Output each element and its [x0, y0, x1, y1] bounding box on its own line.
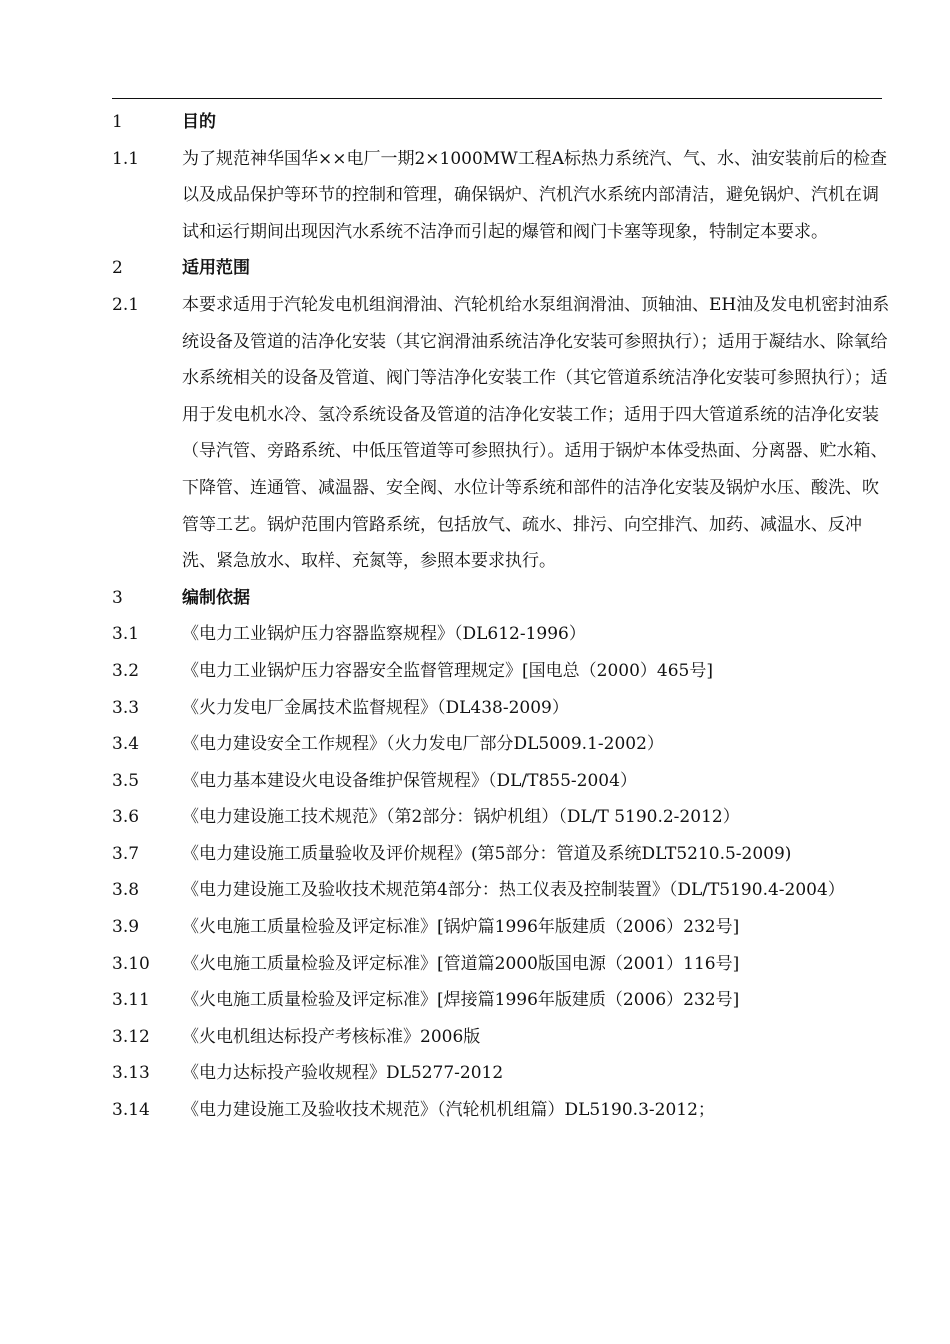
clause-number: 3.10	[112, 953, 150, 974]
section-title: 目的	[182, 112, 216, 132]
clause-text: 《火电施工质量检验及评定标准》[焊接篇1996年版建质（2006）232号]	[182, 990, 740, 1011]
clause-number: 3.5	[112, 770, 140, 791]
clause-text: 《电力建设施工质量验收及评价规程》(第5部分：管道及系统DLT5210.5-2009)	[182, 843, 792, 864]
document-body	[112, 104, 892, 1129]
clause-text: 《电力建设施工及验收技术规范》（汽轮机机组篇）DL5190.3-2012；	[182, 1100, 715, 1121]
clause-number: 3.9	[112, 917, 140, 938]
clause	[112, 726, 892, 763]
clause-text: 《火力发电厂金属技术监督规程》（DL438-2009）	[182, 697, 569, 718]
clause-number: 3.14	[112, 1100, 150, 1121]
clause	[112, 799, 892, 836]
clause-text: 《电力达标投产验收规程》DL5277-2012	[182, 1063, 504, 1084]
clause	[112, 141, 892, 251]
clause-number: 3.4	[112, 734, 140, 755]
clause-number: 3.8	[112, 880, 140, 901]
clause	[112, 1092, 892, 1129]
clause-number: 3.1	[112, 624, 140, 645]
clause	[112, 616, 892, 653]
clause-number: 3.6	[112, 807, 140, 828]
section-heading	[112, 580, 892, 617]
section-number: 3	[112, 587, 123, 608]
clause	[112, 946, 892, 983]
clause-text: 本要求适用于汽轮发电机组润滑油、汽轮机给水泵组润滑油、顶轴油、EH油及发电机密封油系统设备及管道的洁净化安装（其它润滑油系统洁净化安装可参照执行）；适用于凝结水、除氧给水系统相关的设备及管道、阀门等洁净化安装工作（其它管道系统洁净化安装可参照执行）；适用于发电机水冷、氢冷系统设备及管道的洁净化安装工作；适用于四大管道系统的洁净化安装（导汽管、旁路系统、中低压管道等可参照执行）。适用于锅炉本体受热面、分离器、贮水箱、下降管、连通管、减温器、安全阀、水位计等系统和部件的洁净化安装及锅炉水压、酸洗、吹管等工艺。锅炉范围内管路系统，包括放气、疏水、排污、向空排汽、加药、减温水、反冲洗、紧急放水、取样、充氮等，参照本要求执行。	[182, 294, 890, 572]
clause	[112, 836, 892, 873]
clause	[112, 287, 892, 580]
section-number: 1	[112, 112, 123, 132]
clause	[112, 872, 892, 909]
clause-text: 《电力建设施工技术规范》（第2部分：锅炉机组）（DL/T 5190.2-2012）	[182, 807, 740, 828]
clause-number: 2.1	[112, 294, 140, 315]
clause	[112, 690, 892, 727]
clause-number: 3.11	[112, 990, 150, 1011]
section-number: 2	[112, 258, 123, 279]
clause-text: 《火电施工质量检验及评定标准》[管道篇2000版国电源（2001）116号]	[182, 953, 740, 974]
clause-number: 3.2	[112, 660, 140, 681]
clause-number: 3.13	[112, 1063, 150, 1084]
clause-text: 《火电施工质量检验及评定标准》[锅炉篇1996年版建质（2006）232号]	[182, 917, 740, 938]
section-heading	[112, 250, 892, 287]
section-heading	[112, 104, 892, 141]
header-rule	[112, 98, 882, 99]
clause-text: 为了规范神华国华××电厂一期2×1000MW工程A标热力系统汽、气、水、油安装前后的检查以及成品保护等环节的控制和管理，确保锅炉、汽机汽水系统内部清洁，避免锅炉、汽机在调试和运行期间出现因汽水系统不洁净而引起的爆管和阀门卡塞等现象，特制定本要求。	[182, 148, 887, 242]
clause	[112, 909, 892, 946]
clause-text: 《电力工业锅炉压力容器监察规程》（DL612-1996）	[182, 624, 586, 645]
section-title: 适用范围	[182, 258, 250, 279]
clause-number: 3.3	[112, 697, 140, 718]
clause-text: 《电力工业锅炉压力容器安全监督管理规定》[国电总（2000）465号]	[182, 660, 713, 681]
clause	[112, 763, 892, 800]
clause-number: 3.12	[112, 1026, 150, 1047]
clause	[112, 1055, 892, 1092]
clause-text: 《电力建设施工及验收技术规范第4部分：热工仪表及控制装置》（DL/T5190.4-2004）	[182, 880, 845, 901]
clause	[112, 653, 892, 690]
clause-text: 《火电机组达标投产考核标准》2006版	[182, 1026, 481, 1047]
clause	[112, 982, 892, 1019]
clause-text: 《电力建设安全工作规程》（火力发电厂部分DL5009.1-2002）	[182, 734, 664, 755]
clause	[112, 1019, 892, 1056]
clause-number: 3.7	[112, 843, 140, 864]
clause-number: 1.1	[112, 148, 140, 169]
clause-text: 《电力基本建设火电设备维护保管规程》（DL/T855-2004）	[182, 770, 637, 791]
section-title: 编制依据	[182, 587, 250, 608]
